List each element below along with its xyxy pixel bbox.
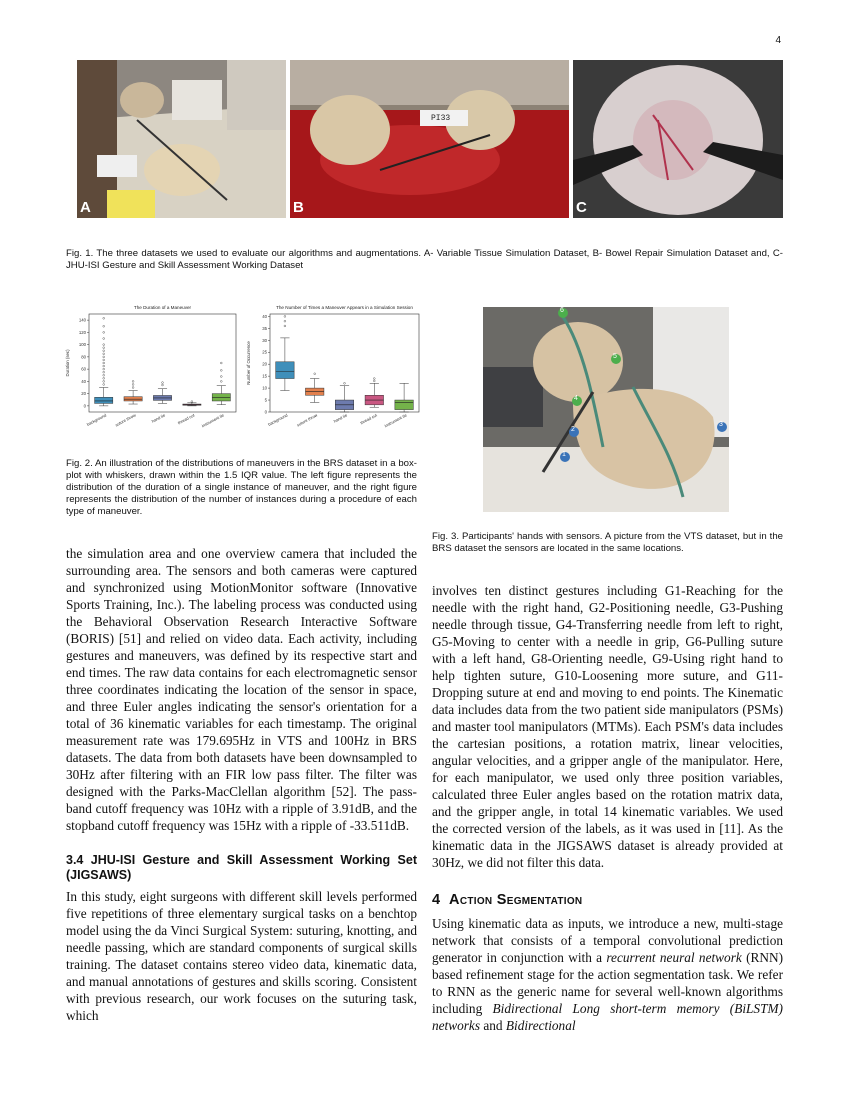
box-outlier xyxy=(103,344,105,346)
box-outlier xyxy=(103,317,105,319)
x-tick-label: background xyxy=(85,412,108,427)
section-3-4-heading: 3.4 JHU-ISI Gesture and Skill Assessment Working Set (JIGSAWS) xyxy=(66,853,417,882)
y-tick-label: 140 xyxy=(78,317,86,323)
box-outlier xyxy=(220,369,222,371)
chart-title: The Duration of a Maneuver xyxy=(133,305,192,310)
box-outlier xyxy=(314,373,316,375)
fig1-panel-b-tag: PI33 xyxy=(431,114,451,123)
y-tick-label: 0 xyxy=(264,409,267,415)
left-paragraph-2: In this study, eight surgeons with different skill levels performed five repetitions of three elementary surgical tasks on a benchtop model using the da Vinci Surgical System: suturing, knotting, and needle passing, which are standard components of surgical skills training. The dataset contains stereo video data, kinematic data, and manual annotations of gestures and skills scoring. Consistent with previous research, our work focuses on the suturing task, which xyxy=(66,889,417,1023)
box-outlier xyxy=(220,362,222,364)
right-paragraph-2: Using kinematic data as inputs, we introduce a new, multi-stage network that consists of a temporal convolutional prediction generator in conjunction with a recurrent neural network (RNN) based refinement stage for the action segmentation task. We refer to RNN as the generic name for several well-known algorithms including Bidirectional Long short-term memory (BiLSTM) networks and Bidirectional xyxy=(432,916,783,1033)
x-tick-label: instrument tie xyxy=(200,412,225,429)
sensor-label-6: 6 xyxy=(560,307,564,314)
sensor-label-5: 5 xyxy=(613,353,617,360)
box-outlier xyxy=(103,338,105,340)
y-tick-label: 60 xyxy=(81,366,86,372)
box-outlier xyxy=(103,347,105,349)
right-paragraph-1: involves ten distinct gestures including G1-Reaching for the needle with the right hand, G2-Positioning needle, G3-Pushing needle through tissue, G4-Transferring needle from left to right, G5-Moving to center with a needle in grip, G6-Pulling suture with a left hand, G8-Orienting needle, G9-Using right hand to help tighten suture, G10-Loosening more suture, and G11-Dropping suture at end and moving to end points. The Kinematic data includes data from the two patient side manipulators (PSMs) and master tool manipulators (MTMs). Each PSM's data includes the cartesian positions, a rotation matrix, linear velocities, angular velocities, and a gripper angle of the manipulator. Here, for each manipulator, we used only three position variables, calculated three Euler angles based on the rotation matrix data, and the gripper angle, in total 14 kinematic variables. We used the corrected version of the labels, as it was used in [11]. As the kinematic data in the JIGSAWS dataset is already provided at 30Hz, we did not filter this data. xyxy=(432,583,783,870)
box-outlier xyxy=(132,387,134,389)
box-background xyxy=(276,362,294,379)
y-tick-label: 120 xyxy=(78,329,86,335)
box-outlier xyxy=(373,380,375,382)
box-outlier xyxy=(103,359,105,361)
y-tick-label: 10 xyxy=(262,385,267,391)
box-outlier xyxy=(103,365,105,367)
box-outlier xyxy=(103,353,105,355)
section-4-title: Action Segmentation xyxy=(449,892,583,908)
box-outlier xyxy=(103,374,105,376)
box-outlier xyxy=(103,331,105,333)
box-outlier xyxy=(373,378,375,380)
box-outlier xyxy=(103,362,105,364)
fig1-caption: Fig. 1. The three datasets we used to evaluate our algorithms and augmentations. A- Variable Tissue Simulation Dataset, B- Bowel Repair Simulation Dataset and, C- JHU-ISI Gesture and Skill Assessment Working Dataset xyxy=(66,248,783,271)
box-outlier xyxy=(103,384,105,386)
x-tick-label: thread cut xyxy=(176,412,196,426)
box-outlier xyxy=(220,380,222,382)
box-outlier xyxy=(103,325,105,327)
box-outlier xyxy=(162,384,164,386)
y-tick-label: 25 xyxy=(262,349,267,355)
y-tick-label: 80 xyxy=(81,354,86,360)
box-outlier xyxy=(344,382,346,384)
sensor-label-3: 3 xyxy=(719,421,723,428)
box-outlier xyxy=(103,377,105,379)
y-tick-label: 20 xyxy=(262,361,267,367)
box-outlier xyxy=(103,380,105,382)
chart-title: The Number of Times a Maneuver Appears in a Simulation Session xyxy=(276,305,413,310)
box-outlier xyxy=(220,376,222,378)
fig1-panel-c-label: C xyxy=(576,199,587,216)
box-outlier xyxy=(191,401,193,403)
x-tick-label: hand tie xyxy=(332,412,348,424)
y-tick-label: 15 xyxy=(262,373,267,379)
box-outlier xyxy=(284,320,286,322)
box-outlier xyxy=(103,356,105,358)
x-tick-label: background xyxy=(267,412,289,427)
page-number: 4 xyxy=(775,35,781,46)
y-tick-label: 40 xyxy=(81,378,86,384)
y-tick-label: 20 xyxy=(81,391,86,397)
fig1-panel-b-photo xyxy=(290,60,569,218)
fig3-photo xyxy=(483,307,729,512)
fig1-panel-b xyxy=(290,60,569,218)
fig1-panel-c xyxy=(573,60,783,218)
fig1-panel-b-label: B xyxy=(293,199,304,216)
x-tick-label: thread cut xyxy=(359,412,378,426)
left-column xyxy=(66,545,417,1024)
fig2-chart-right xyxy=(243,302,425,432)
x-tick-label: instrument tie xyxy=(383,412,408,429)
box-outlier xyxy=(103,368,105,370)
left-paragraph-1: the simulation area and one overview camera that included the surrounding area. The sensors and both cameras were captured and synchronized using MotionMonitor software (Innovative Sports Training, Inc.). The labeling process was conducted using the Behavioral Observation Research Interactive Software (BORIS) [51] and relied on video data. Each activity, including gestures and maneuvers, was defined by its respective start and end times. The raw data contains for each electromagnetic sensor three coordinates indicating the location of the sensor in space, and three Euler angles indicating the sensor's orientation for a total of 36 kinematic variables for each timestamp. The original measurement rate was 179.695Hz in VTS and 100Hz in BRS datasets. The data from both datasets have been downsampled to 30Hz after filtering with an FIR low pass filter. The filter was designed with the Parks-MacClellan algorithm [52]. The pass-band cutoff frequency was 10Hz with a ripple of 3.91dB, and the stopband cutoff frequency was 15Hz with a ripple of -33.511dB. xyxy=(66,546,417,833)
y-tick-label: 40 xyxy=(262,313,267,319)
x-tick-label: hand tie xyxy=(150,412,166,424)
section-4-number: 4 xyxy=(432,892,441,908)
y-axis-label: Number of Occurrence xyxy=(246,341,251,385)
fig1-panel-c-photo xyxy=(573,60,783,218)
fig1-panel-a-label: A xyxy=(80,199,91,216)
y-axis-label: Duration (sec) xyxy=(65,349,70,377)
box-outlier xyxy=(162,382,164,384)
y-tick-label: 30 xyxy=(262,337,267,343)
sensor-label-4: 4 xyxy=(574,395,578,402)
fig1-panel-a-photo xyxy=(77,60,286,218)
y-tick-label: 5 xyxy=(264,397,267,403)
fig3-caption: Fig. 3. Participants' hands with sensors. A picture from the VTS dataset, but in the BRS dataset the sensors are located in the same locations. xyxy=(432,531,783,554)
section-4-heading xyxy=(432,892,783,909)
x-tick-label: suture throw xyxy=(295,412,319,428)
box-suture-throw xyxy=(124,397,142,401)
sensor-label-2: 2 xyxy=(571,426,575,433)
fig2-chart-left xyxy=(62,302,242,432)
x-tick-label: suture throw xyxy=(114,412,137,428)
fig1-panel-a xyxy=(77,60,286,218)
y-tick-label: 35 xyxy=(262,325,267,331)
box-outlier xyxy=(103,350,105,352)
y-tick-label: 100 xyxy=(78,342,86,348)
box-outlier xyxy=(103,371,105,373)
box-outlier xyxy=(132,384,134,386)
y-tick-label: 0 xyxy=(83,403,86,409)
sensor-label-1: 1 xyxy=(562,451,566,458)
fig2-caption: Fig. 2. An illustration of the distributions of maneuvers in the BRS dataset in a box-plot with whiskers, drawn within the 1.5 IQR value. The left figure represents the distribution of the duration of a single instance of maneuver, and the right figure represents the distribution of the number of instances during a procedure of each type of maneuver. xyxy=(66,458,417,517)
box-instrument-tie xyxy=(395,400,413,410)
box-outlier xyxy=(132,380,134,382)
box-background xyxy=(95,397,113,403)
right-column xyxy=(432,582,783,1034)
box-outlier xyxy=(284,325,286,327)
box-outlier xyxy=(284,315,286,317)
